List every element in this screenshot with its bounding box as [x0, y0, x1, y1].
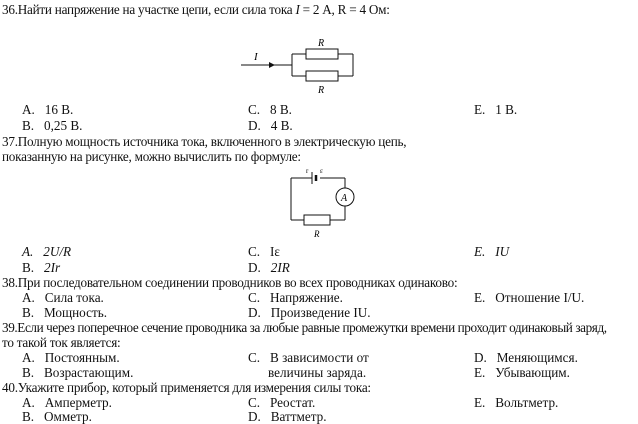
parallel-resistors-diagram: [236, 36, 360, 96]
current-label: I: [254, 51, 258, 63]
q39-option-c[interactable]: C. В зависимости от: [248, 350, 369, 365]
resistor-bottom: [306, 71, 338, 81]
q36-option-e[interactable]: E. 1 В.: [474, 102, 518, 117]
question-37-line2: показанную на рисунке, можно вычислить по формуле:: [2, 149, 301, 164]
q38-option-d[interactable]: D. Произведение IU.: [248, 305, 371, 320]
q37-option-b[interactable]: B. 2Ir: [22, 260, 61, 275]
q38-option-e[interactable]: E. Отношение I/U.: [474, 290, 585, 305]
q36-option-a[interactable]: A. 16 В.: [22, 102, 74, 117]
q39-option-a[interactable]: A. Постоянным.: [22, 350, 120, 365]
q39-option-e[interactable]: E. Убывающим.: [474, 365, 570, 380]
q39-option-d[interactable]: D. Меняющимся.: [474, 350, 578, 365]
q40-option-d[interactable]: D. Ваттметр.: [248, 409, 327, 424]
question-39-line2: то такой ток является:: [2, 335, 121, 350]
q37-option-a[interactable]: A. 2U/R: [22, 244, 72, 259]
question-36-text: 36.Найти напряжение на участке цепи, если сила тока I = 2 А, R = 4 Ом:: [2, 2, 390, 17]
q36-option-d[interactable]: D. 4 В.: [248, 118, 293, 133]
question-40-text: 40.Укажите прибор, который применяется для измерения силы тока:: [2, 380, 371, 395]
q38-option-c[interactable]: C. Напряжение.: [248, 290, 343, 305]
question-37-line1: 37.Полную мощность источника тока, включенного в электрическую цепь,: [2, 134, 407, 149]
q36-option-c[interactable]: C. 8 В.: [248, 102, 292, 117]
q40-option-c[interactable]: C. Реостат.: [248, 395, 316, 410]
resistor-bottom-label: R: [318, 85, 325, 96]
source-emf-label: ε: [320, 167, 323, 175]
question-39-line1: 39.Если через поперечное сечение проводника за любые равные промежутки времени проходит одинаковый заряд,: [2, 320, 607, 335]
q40-option-a[interactable]: A. Амперметр.: [22, 395, 112, 410]
q37-option-e[interactable]: E. IU: [474, 244, 510, 259]
q38-option-b[interactable]: B. Мощность.: [22, 305, 108, 320]
resistor-label: R: [314, 229, 320, 239]
question-38-text: 38.При последовательном соединении проводников во всех проводниках одинаково:: [2, 275, 458, 290]
circuit-ammeter-diagram: [282, 164, 364, 242]
q37-option-d[interactable]: D. 2IR: [248, 260, 290, 275]
q40-option-e[interactable]: E. Вольтметр.: [474, 395, 559, 410]
resistor-icon: [304, 215, 330, 225]
q40-option-b[interactable]: B. Омметр.: [22, 409, 92, 424]
q38-option-a[interactable]: A. Сила тока.: [22, 290, 104, 305]
q39-option-c-continued[interactable]: величины заряда.: [268, 365, 367, 380]
ammeter-label: A: [341, 193, 348, 204]
q36-option-b[interactable]: B. 0,25 В.: [22, 118, 83, 133]
resistor-top-label: R: [318, 38, 325, 49]
q37-option-c[interactable]: C. Iε: [248, 244, 280, 259]
source-r-label: r: [306, 167, 309, 175]
current-variable: I: [295, 2, 300, 17]
resistor-top: [306, 49, 338, 59]
q39-option-b[interactable]: B. Возрастающим.: [22, 365, 134, 380]
